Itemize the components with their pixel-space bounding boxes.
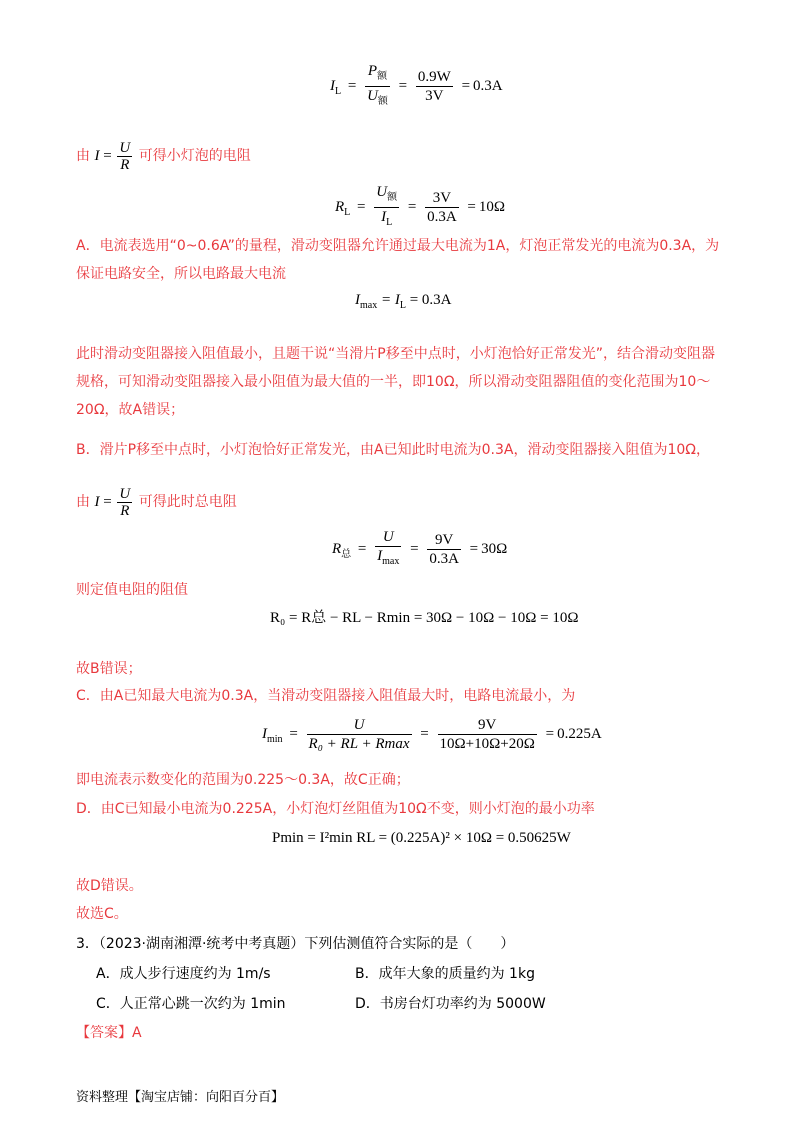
option-b-wrong: 故B错误；: [76, 661, 142, 677]
r0-intro: 则定值电阻的阻值: [76, 582, 188, 598]
q3-option-d: D．书房台灯功率约为 5000W: [355, 996, 546, 1012]
ohm-law-line-2: 由 I = $\frac{U}{R}$ 可得此时总电阻: [76, 486, 237, 519]
footer-source: 资料整理【淘宝店铺：向阳百分百】: [76, 1090, 285, 1105]
q3-option-b: B．成年大象的质量约为 1kg: [355, 966, 535, 982]
equation-resistance-l: $R_L$ = $\frac{U_额}{I_L}$ = $\frac{3V}{0.3A}$ = 10Ω: [335, 184, 506, 228]
option-d-analysis: D．由C已知最小电流为0.225A，小灯泡灯丝阻值为10Ω不变，则小灯泡的最小功率: [76, 801, 595, 817]
equation-imax: $I_{max} = I_L = 0.3A$: [355, 292, 452, 311]
question-3-stem: 3．（2023·湖南湘潭·统考中考真题）下列估测值符合实际的是（ ）: [76, 936, 515, 952]
equation-current-l: $I_L$ = $\frac{P_额}{U_额}$ = $\frac{0.9W}{3V}$ = 0.3A: [330, 63, 503, 107]
option-a-analysis: A．电流表选用“0~0.6A”的量程，滑动变阻器允许通过最大电流为1A，灯泡正常发光的电流为0.3A，为保证电路安全，所以电路最大电流: [76, 238, 720, 282]
q3-option-a: A．成人步行速度约为 1m/s: [96, 966, 271, 982]
equation-r0: R₀ = R总 − RL − Rmin = 30Ω − 10Ω − 10Ω = 10Ω: [270, 610, 579, 626]
q3-option-c: C．人正常心跳一次约为 1min: [96, 996, 286, 1012]
option-c-conclusion: 即电流表示数变化的范围为0.225～0.3A，故C正确；: [76, 772, 410, 788]
ohm-law-line-1: 由 I = $\frac{U}{R}$ 可得小灯泡的电阻: [76, 140, 251, 173]
equation-total-resistance: $R_总$ = $\frac{U}{I_{max}}$ = $\frac{9V}{0.3A}$ = 30Ω: [332, 529, 508, 567]
answer-value: A: [132, 1025, 142, 1041]
final-choice: 故选C。: [76, 906, 128, 922]
option-c-analysis: C．由A已知最大电流为0.3A，当滑动变阻器接入阻值最大时，电路电流最小，为: [76, 688, 576, 704]
answer: [76, 1023, 142, 1043]
equation-imin: $I_{min}$ = $\frac{U}{\text{R₀ + RL + Rmax}}$ = $\frac{9V}{10\Omega+10\Omega+20\Omega}$ = 0.225A: [262, 717, 602, 752]
option-d-wrong: 故D错误。: [76, 878, 143, 894]
option-b-analysis: B．滑片P移至中点时，小灯泡恰好正常发光，由A已知此时电流为0.3A，滑动变阻器接入阻值为10Ω，: [76, 442, 710, 458]
answer-label: 【答案】: [76, 1025, 132, 1041]
equation-pmin: Pmin = I²min RL = (0.225A)² × 10Ω = 0.50625W: [272, 830, 571, 846]
option-a-conclusion: 此时滑动变阻器接入阻值最小，且题干说“当滑片P移至中点时，小灯泡恰好正常发光”，结合滑动变阻器规格，可知滑动变阻器接入最小阻值为最大值的一半，即10Ω，所以滑动变阻器阻值的变化范围为10～20Ω，故A错误；: [76, 346, 715, 418]
